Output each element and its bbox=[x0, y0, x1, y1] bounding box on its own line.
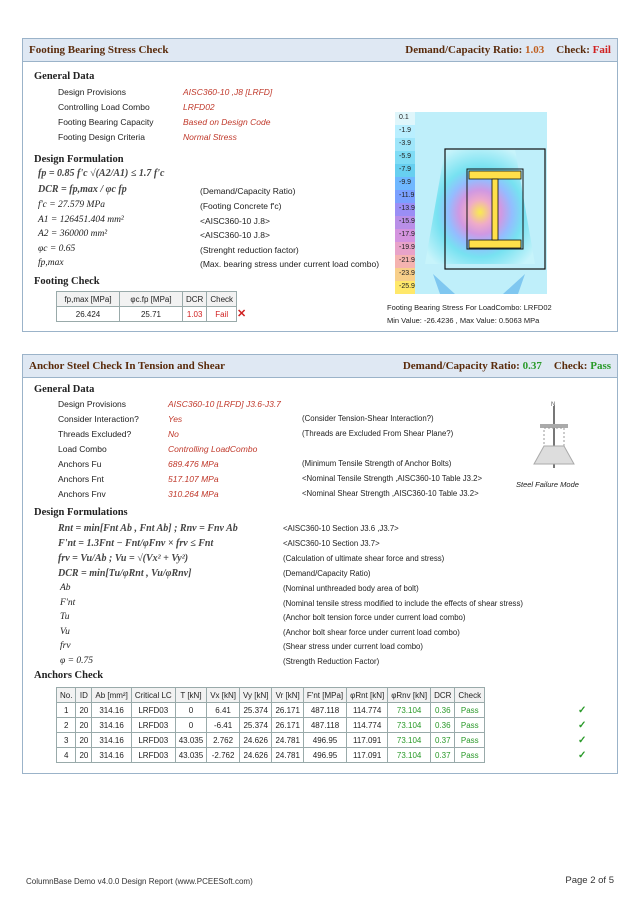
anchor-formula-note: <AISC360-10 Section J3.6 ,J3.7> bbox=[283, 524, 399, 533]
anchor-formula-note: (Calculation of ultimate shear force and stress) bbox=[283, 554, 445, 563]
anchor-general-label: Load Combo bbox=[58, 444, 107, 454]
legend-label: -13.9 bbox=[399, 205, 415, 212]
fc-header-dcr: DCR bbox=[183, 292, 207, 307]
anchor-formula: F'nt = 1.3Fnt − Fnt/φFnv × frv ≤ Fnt bbox=[58, 538, 214, 549]
anchor-ratio-value: 0.37 bbox=[522, 360, 542, 372]
footing-general-value: Based on Design Code bbox=[183, 117, 271, 127]
check-mark-icon: ✓ bbox=[578, 750, 587, 761]
anchor-general-label: Anchors Fnv bbox=[58, 489, 106, 499]
anchors-cell: 26.171 bbox=[272, 703, 303, 718]
footing-ratio-value: 1.03 bbox=[525, 44, 545, 56]
anchor-formulations-title: Design Formulations bbox=[34, 507, 128, 518]
anchors-header-cell: Ab [mm²] bbox=[92, 688, 131, 703]
anchor-formula-note: (Anchor bolt shear force under current load combo) bbox=[283, 627, 460, 637]
anchor-formula-note: (Strength Reduction Factor) bbox=[283, 656, 380, 666]
check-mark-icon: ✓ bbox=[578, 735, 587, 746]
anchors-header-cell: Critical LC bbox=[131, 688, 175, 703]
table-row bbox=[57, 703, 485, 718]
anchors-header-cell: DCR bbox=[431, 688, 455, 703]
anchors-cell: 314.16 bbox=[92, 748, 131, 763]
anchor-general-note: <Nominal Shear Strength ,AISC360-10 Table J3.2> bbox=[302, 489, 479, 498]
legend-label: 0.1 bbox=[399, 114, 409, 121]
anchors-check-table bbox=[56, 687, 485, 763]
plot-caption-2: Min Value: -26.4236 , Max Value: 0.5063 MPa bbox=[387, 316, 540, 325]
anchors-cell: 487.118 bbox=[303, 718, 346, 733]
anchors-cell: 114.774 bbox=[347, 718, 388, 733]
anchor-formula: DCR = min[Tu/φRnt , Vu/φRnv] bbox=[58, 568, 192, 579]
anchors-header-cell: Vr [kN] bbox=[272, 688, 303, 703]
footing-param-note: (Max. bearing stress under current load combo) bbox=[200, 259, 380, 269]
footing-param-label: f'c = 27.579 MPa bbox=[38, 200, 106, 210]
anchor-general-value: AISC360-10 [LRFD] J3.6-J3.7 bbox=[168, 399, 281, 409]
anchor-general-value: Yes bbox=[168, 414, 183, 424]
anchors-cell: 1 bbox=[57, 703, 76, 718]
anchors-header-cell: T [kN] bbox=[175, 688, 206, 703]
plot-caption-1: Footing Bearing Stress For LoadCombo: LRFD02 bbox=[387, 303, 552, 312]
anchors-cell: 496.95 bbox=[303, 733, 346, 748]
anchors-cell: 73.104 bbox=[388, 703, 431, 718]
anchor-title: Anchor Steel Check In Tension and Shear bbox=[29, 360, 226, 372]
stress-plot bbox=[385, 104, 563, 296]
legend-label: -7.9 bbox=[399, 166, 412, 173]
footing-param-note: (Footing Concrete f'c) bbox=[200, 201, 282, 211]
anchors-cell: LRFD03 bbox=[131, 718, 175, 733]
footer-left: ColumnBase Demo v4.0.0 Design Report (www.PCEESoft.com) bbox=[26, 877, 253, 886]
anchor-general-value: Controlling LoadCombo bbox=[168, 444, 258, 454]
footing-header bbox=[23, 39, 617, 62]
anchors-cell: 20 bbox=[76, 748, 92, 763]
legend-label: -15.9 bbox=[399, 218, 415, 225]
anchor-check-label: Check: bbox=[553, 360, 588, 372]
table-row bbox=[57, 718, 485, 733]
footing-general-title: General Data bbox=[34, 71, 95, 82]
fc-header-fpmax: fp,max [MPa] bbox=[57, 292, 120, 307]
footing-param-label: φc = 0.65 bbox=[38, 243, 76, 254]
footing-general-value: AISC360-10 ,J8 [LRFD] bbox=[183, 87, 273, 97]
footing-param-note: <AISC360-10 J.8> bbox=[200, 230, 270, 240]
legend-label: -17.9 bbox=[399, 231, 415, 238]
legend-label: -21.9 bbox=[399, 257, 415, 264]
anchors-cell: 487.118 bbox=[303, 703, 346, 718]
check-mark-icon: ✓ bbox=[578, 720, 587, 731]
anchor-general-note: (Minimum Tensile Strength of Anchor Bolts) bbox=[302, 459, 452, 468]
legend-label: -23.9 bbox=[399, 270, 415, 277]
anchor-formula-note: (Shear stress under current load combo) bbox=[283, 642, 423, 651]
anchor-formula-note: (Anchor bolt tension force under current load combo) bbox=[283, 613, 466, 622]
legend-label: -11.9 bbox=[399, 192, 415, 199]
legend-label: -3.9 bbox=[399, 140, 412, 147]
anchors-cell: 26.171 bbox=[272, 718, 303, 733]
anchors-cell: 314.16 bbox=[92, 733, 131, 748]
footing-param-label: A1 = 126451.404 mm² bbox=[38, 214, 124, 225]
footing-general-label: Design Provisions bbox=[58, 87, 127, 97]
anchor-general-label: Design Provisions bbox=[58, 399, 127, 409]
anchors-cell: 117.091 bbox=[347, 733, 388, 748]
anchors-cell: 0 bbox=[175, 718, 206, 733]
anchor-general-value: 517.107 MPa bbox=[168, 474, 219, 484]
anchor-formula: φ = 0.75 bbox=[60, 655, 94, 666]
anchor-formula-note: (Nominal tensile stress modified to include the effects of shear stress) bbox=[283, 598, 523, 608]
anchor-check-value: Pass bbox=[590, 360, 611, 372]
footing-general-label: Controlling Load Combo bbox=[58, 102, 150, 112]
footing-param-label: A2 = 360000 mm² bbox=[38, 229, 108, 239]
anchor-general-note: <Nominal Tensile Strength ,AISC360-10 Table J3.2> bbox=[302, 474, 483, 483]
anchors-cell: 24.781 bbox=[272, 733, 303, 748]
footing-formula-1: fp = 0.85 f'c √(A2/A1) ≤ 1.7 f'c bbox=[38, 168, 165, 179]
anchor-general-label: Anchors Fnt bbox=[58, 474, 104, 484]
anchors-cell: 20 bbox=[76, 718, 92, 733]
footing-general-label: Footing Design Criteria bbox=[58, 132, 145, 142]
anchor-general-note: (Consider Tension-Shear Interaction?) bbox=[302, 414, 434, 423]
footing-general-label: Footing Bearing Capacity bbox=[58, 117, 154, 127]
footing-title: Footing Bearing Stress Check bbox=[29, 44, 169, 56]
anchors-cell: 25.374 bbox=[239, 703, 271, 718]
anchors-cell: 20 bbox=[76, 733, 92, 748]
anchors-cell: 24.781 bbox=[272, 748, 303, 763]
anchors-cell: 43.035 bbox=[175, 748, 206, 763]
footing-formula-2: DCR = fp,max / φc fp bbox=[38, 184, 127, 195]
footing-formulation-title: Design Formulation bbox=[34, 154, 124, 165]
anchor-general-label: Consider Interaction? bbox=[58, 414, 139, 424]
anchors-header-cell: Check bbox=[455, 688, 485, 703]
anchors-cell: 3 bbox=[57, 733, 76, 748]
anchor-general-label: Anchors Fu bbox=[58, 459, 102, 469]
anchors-cell: -6.41 bbox=[207, 718, 240, 733]
footing-param-label: fp,max bbox=[38, 258, 64, 268]
anchor-general-value: No bbox=[168, 429, 179, 439]
footing-general-value: Normal Stress bbox=[183, 132, 237, 142]
anchor-ratio-label: Demand/Capacity Ratio: bbox=[402, 360, 520, 372]
legend-label: -5.9 bbox=[399, 153, 412, 160]
anchors-cell: 0 bbox=[175, 703, 206, 718]
anchors-cell: 73.104 bbox=[388, 748, 431, 763]
anchor-formula: Vu bbox=[60, 626, 70, 637]
anchor-formula: Ab bbox=[60, 583, 71, 593]
footing-formula-2-note: (Demand/Capacity Ratio) bbox=[200, 186, 296, 196]
anchors-cell: LRFD03 bbox=[131, 733, 175, 748]
fc-cell-phifp: 25.71 bbox=[120, 307, 183, 322]
check-mark-icon: ✓ bbox=[578, 705, 587, 716]
anchors-cell: LRFD03 bbox=[131, 703, 175, 718]
anchors-cell: 0.36 bbox=[431, 718, 455, 733]
anchors-check-title: Anchors Check bbox=[34, 670, 104, 681]
anchor-formula-note: (Demand/Capacity Ratio) bbox=[283, 569, 371, 578]
anchor-formula: Tu bbox=[60, 612, 70, 622]
anchors-cell: 73.104 bbox=[388, 718, 431, 733]
footing-check-label: Check: bbox=[556, 44, 590, 56]
anchors-header-cell: ID bbox=[76, 688, 92, 703]
footing-check-value: Fail bbox=[592, 44, 611, 56]
anchors-cell: 0.37 bbox=[431, 748, 455, 763]
anchors-header-cell: F'nt [MPa] bbox=[303, 688, 346, 703]
anchors-cell: Pass bbox=[455, 748, 485, 763]
footing-general-value: LRFD02 bbox=[183, 102, 215, 112]
footer-page: Page 2 of 5 bbox=[565, 875, 614, 886]
anchors-cell: 4 bbox=[57, 748, 76, 763]
anchors-cell: 2.762 bbox=[207, 733, 240, 748]
anchors-cell: 0.36 bbox=[431, 703, 455, 718]
fc-cell-dcr: 1.03 bbox=[183, 307, 207, 322]
svg-text:N: N bbox=[551, 402, 556, 408]
anchors-cell: 43.035 bbox=[175, 733, 206, 748]
fc-header-phifp: φc.fp [MPa] bbox=[120, 292, 183, 307]
fc-cell-check: Fail bbox=[207, 307, 237, 322]
anchor-general-value: 310.264 MPa bbox=[168, 489, 219, 499]
anchors-cell: 314.16 bbox=[92, 718, 131, 733]
anchors-cell: Pass bbox=[455, 718, 485, 733]
anchor-formula-note: (Nominal unthreaded body area of bolt) bbox=[283, 584, 419, 593]
failure-mode-label: Steel Failure Mode bbox=[516, 480, 579, 489]
anchor-formula: frv = Vu/Ab ; Vu = √(Vx² + Vy²) bbox=[58, 553, 189, 564]
footing-param-note: <AISC360-10 J.8> bbox=[200, 215, 270, 226]
anchors-cell: 20 bbox=[76, 703, 92, 718]
anchors-cell: 24.626 bbox=[239, 733, 271, 748]
legend-label: -9.9 bbox=[399, 179, 412, 186]
anchor-bolt-illustration bbox=[530, 398, 580, 468]
anchors-cell: 73.104 bbox=[388, 733, 431, 748]
anchors-cell: Pass bbox=[455, 703, 485, 718]
anchor-general-title: General Data bbox=[34, 384, 95, 395]
anchors-cell: 314.16 bbox=[92, 703, 131, 718]
footing-param-note: (Strenght reduction factor) bbox=[200, 244, 299, 255]
anchor-general-label: Threads Excluded? bbox=[58, 429, 132, 439]
anchors-cell: 2 bbox=[57, 718, 76, 733]
anchors-cell: LRFD03 bbox=[131, 748, 175, 763]
anchor-formula: F'nt bbox=[60, 597, 76, 608]
legend-label: -1.9 bbox=[399, 127, 412, 134]
table-row bbox=[57, 733, 485, 748]
anchors-cell: 25.374 bbox=[239, 718, 271, 733]
legend-label: -25.9 bbox=[399, 283, 415, 290]
anchors-cell: 6.41 bbox=[207, 703, 240, 718]
anchors-header-cell: φRnv [kN] bbox=[388, 688, 431, 703]
anchors-cell: 117.091 bbox=[347, 748, 388, 763]
anchor-formula: frv bbox=[60, 641, 71, 651]
table-row bbox=[57, 748, 485, 763]
anchors-header-cell: No. bbox=[57, 688, 76, 703]
anchor-formula: Rnt = min[Fnt Ab , Fnt Ab] ; Rnv = Fnv Ab bbox=[58, 523, 238, 534]
anchors-cell: Pass bbox=[455, 733, 485, 748]
fc-header-check: Check bbox=[207, 292, 237, 307]
anchors-header-cell: Vx [kN] bbox=[207, 688, 240, 703]
anchor-general-note: (Threads are Excluded From Shear Plane?) bbox=[302, 429, 454, 438]
anchors-header-cell: φRnt [kN] bbox=[347, 688, 388, 703]
anchors-cell: 496.95 bbox=[303, 748, 346, 763]
footing-ratio-label: Demand/Capacity Ratio: bbox=[405, 44, 523, 56]
legend-label: -19.9 bbox=[399, 244, 415, 251]
anchors-cell: 0.37 bbox=[431, 733, 455, 748]
anchors-cell: 24.626 bbox=[239, 748, 271, 763]
fc-cell-fpmax: 26.424 bbox=[57, 307, 120, 322]
anchors-cell: -2.762 bbox=[207, 748, 240, 763]
fail-x-icon: ✕ bbox=[237, 308, 247, 320]
anchor-general-value: 689.476 MPa bbox=[168, 459, 219, 469]
anchor-formula-note: <AISC360-10 Section J3.7> bbox=[283, 539, 380, 548]
anchors-header-cell: Vy [kN] bbox=[239, 688, 271, 703]
footing-check-title: Footing Check bbox=[34, 276, 100, 287]
footing-check-table bbox=[56, 291, 237, 322]
anchors-cell: 114.774 bbox=[347, 703, 388, 718]
anchor-header bbox=[23, 355, 617, 378]
